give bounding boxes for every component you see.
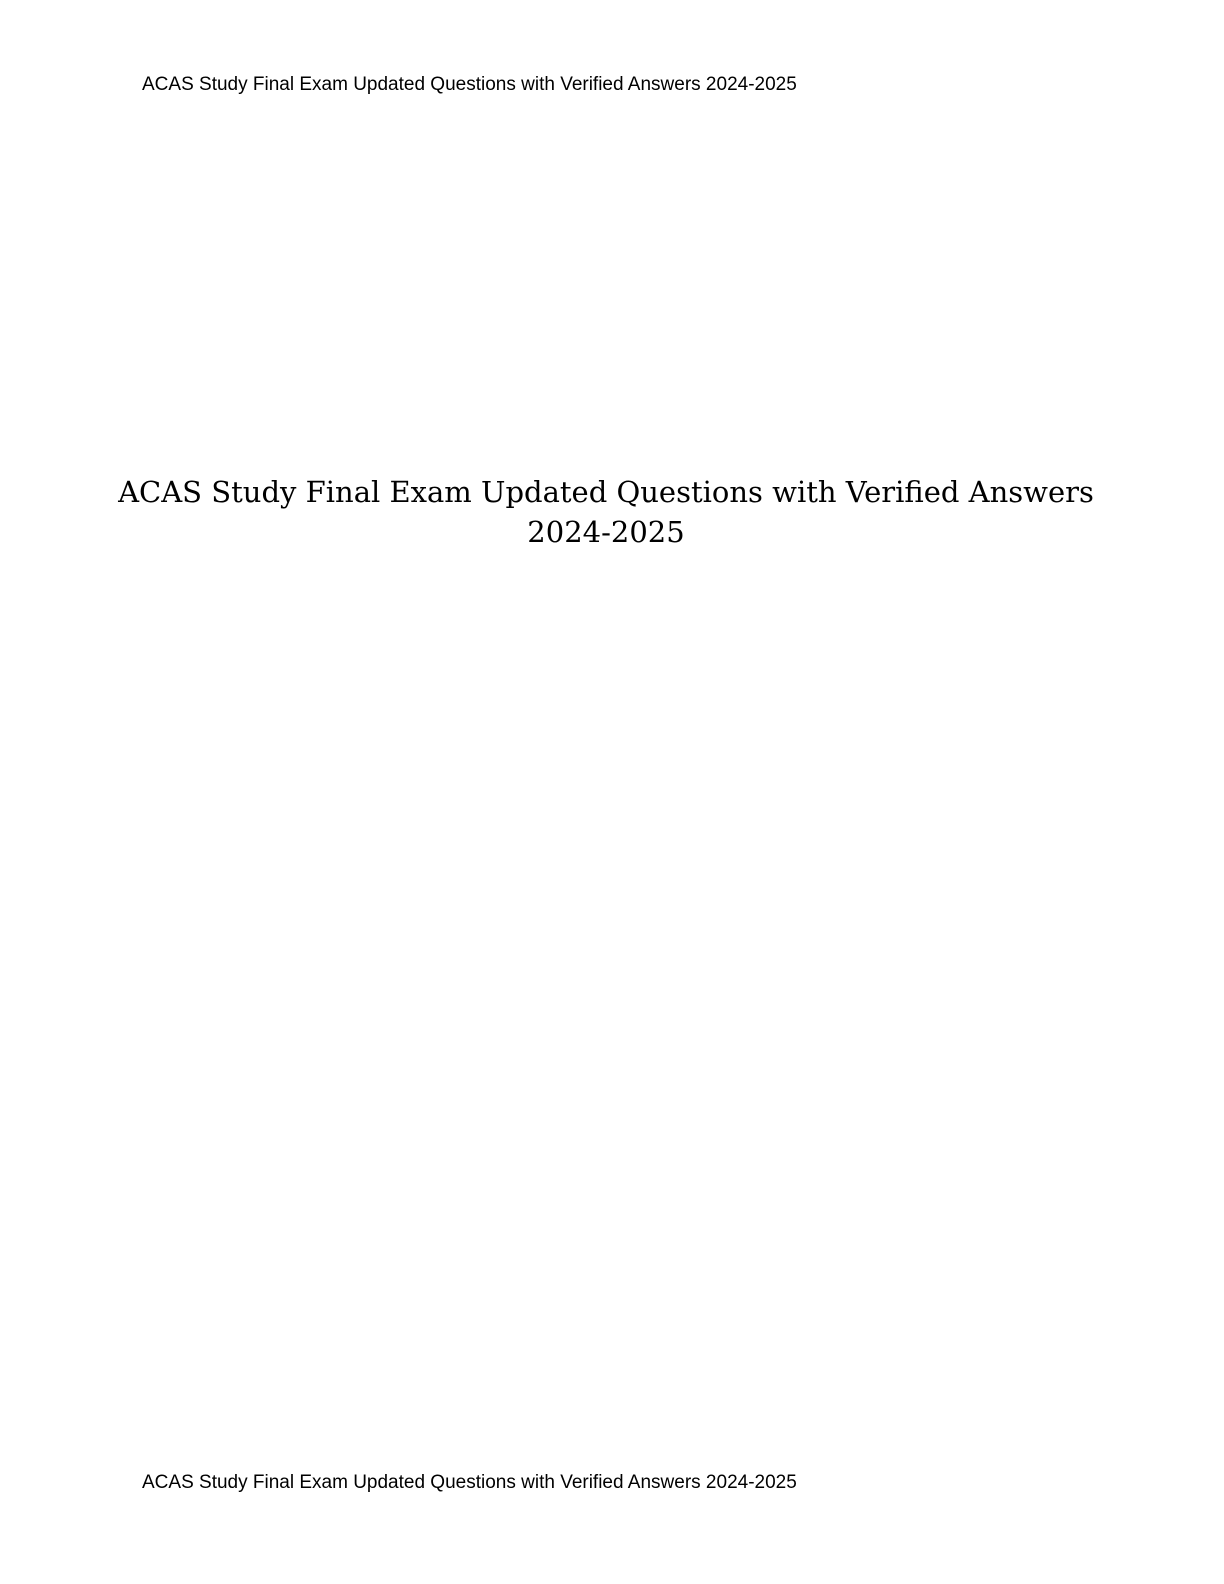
document-title xyxy=(112,472,1100,552)
page-header: ACAS Study Final Exam Updated Questions with Verified Answers 2024-2025 xyxy=(142,74,797,95)
document-title-line-1: ACAS Study Final Exam Updated Questions with Verified Answers xyxy=(118,475,1094,509)
page-footer: ACAS Study Final Exam Updated Questions with Verified Answers 2024-2025 xyxy=(142,1472,797,1493)
document-title-line-2: 2024-2025 xyxy=(527,515,685,549)
